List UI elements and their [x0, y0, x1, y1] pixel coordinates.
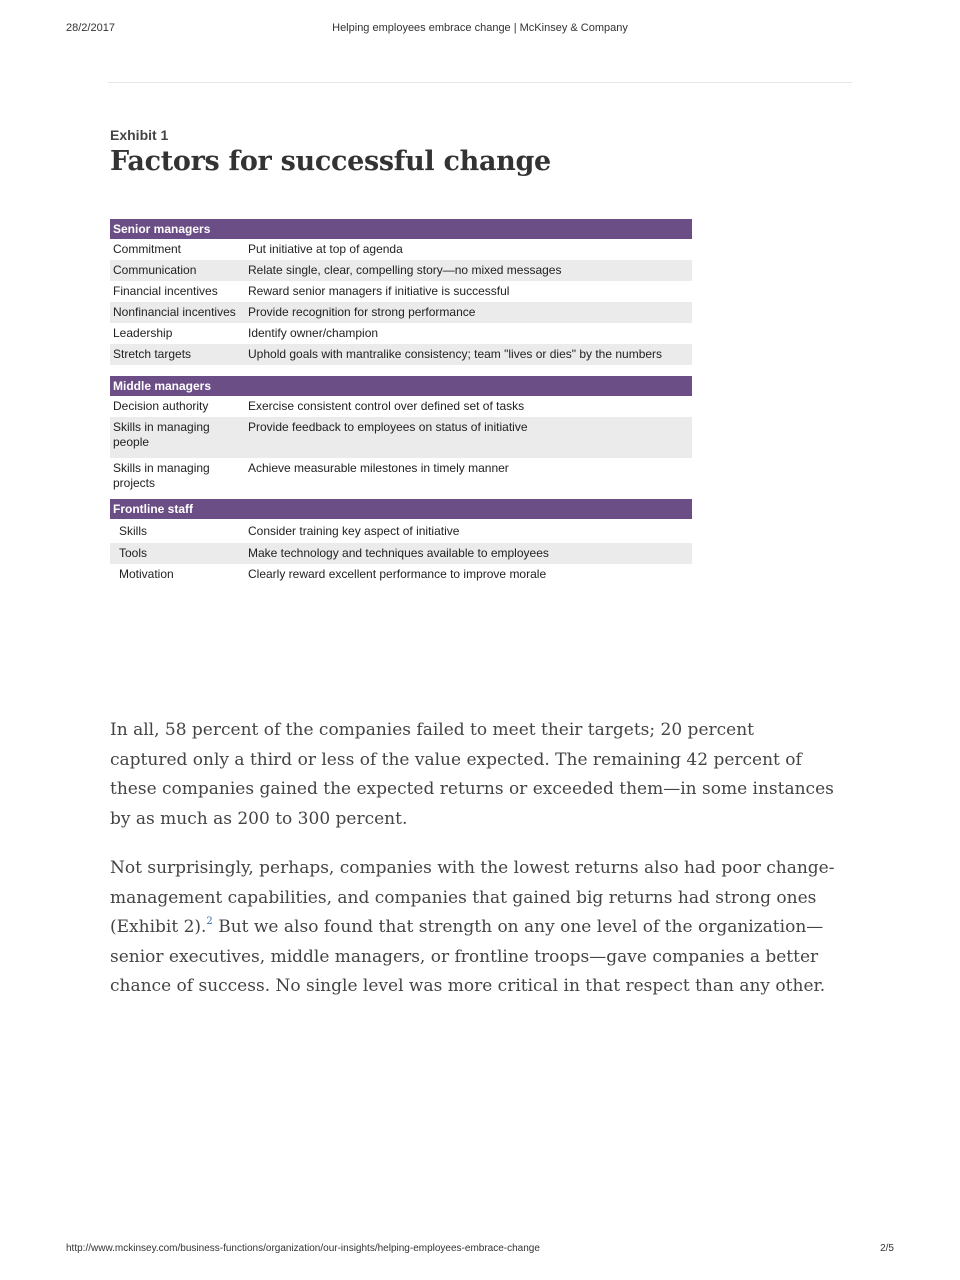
- print-footer: [66, 1243, 894, 1259]
- table-row: [110, 396, 692, 417]
- section-header-middle-managers: Middle managers: [110, 376, 692, 396]
- footnote-link[interactable]: 2: [206, 916, 213, 928]
- section-header-frontline-staff: Frontline staff: [110, 499, 692, 519]
- table-row: [110, 302, 692, 323]
- factor-description: Relate single, clear, compelling story—no mixed messages: [248, 263, 562, 277]
- frontline-rows: [110, 519, 692, 585]
- body-paragraph-1: In all, 58 percent of the companies failed to meet their targets; 20 percent captured only a third or less of the value expected. The remaining 42 percent of these companies gained the expected returns or exceeded them—in some instances by as much as 200 to 300 percent.: [110, 720, 834, 829]
- table-row: [110, 281, 692, 302]
- table-row: [110, 323, 692, 344]
- factor-description: Clearly reward excellent performance to improve morale: [248, 567, 547, 581]
- table-row: [110, 260, 692, 281]
- factor-description: Achieve measurable milestones in timely manner: [248, 461, 509, 475]
- factor-label: Communication: [113, 263, 197, 277]
- factor-label: Tools: [119, 546, 148, 560]
- section-header-senior-managers: Senior managers: [110, 219, 692, 239]
- factor-label: Skills in managing people: [113, 420, 210, 449]
- table-row: [110, 519, 692, 543]
- factor-description: Provide recognition for strong performance: [248, 305, 476, 319]
- body-paragraph-2: [110, 854, 835, 1002]
- factor-label: Leadership: [113, 326, 173, 340]
- table-row: [110, 417, 692, 458]
- factor-label: Decision authority: [113, 399, 209, 413]
- table-row: [110, 564, 692, 585]
- factor-label: Financial incentives: [113, 284, 218, 298]
- factor-description: Make technology and techniques available to employees: [248, 546, 549, 560]
- factor-label: Nonfinancial incentives: [113, 305, 236, 319]
- factor-description: Identify owner/champion: [248, 326, 379, 340]
- paragraph-text: Not surprisingly, perhaps, companies with the lowest returns also had poor change-management capabilities, and companies that gained big returns had strong ones (Exhibit 2).: [110, 858, 835, 938]
- section-gap: [110, 365, 692, 376]
- factor-description: Uphold goals with mantralike consistency; team "lives or dies" by the numbers: [248, 347, 663, 361]
- print-date: 28/2/2017: [66, 22, 115, 34]
- factors-table: [110, 219, 692, 585]
- print-page-title: Helping employees embrace change | McKinsey & Company: [332, 22, 628, 34]
- divider: [108, 82, 852, 83]
- factor-description: Reward senior managers if initiative is successful: [248, 284, 510, 298]
- paragraph-text: But we also found that strength on any one level of the organization—senior executives, middle managers, or frontline troops—gave companies a better chance of success. No single level was more critical in that respect than any other.: [110, 917, 826, 997]
- factor-description: Consider training key aspect of initiative: [248, 523, 460, 538]
- factor-label: Skills in managing projects: [113, 461, 210, 490]
- factor-description: Exercise consistent control over defined set of tasks: [248, 399, 525, 413]
- table-row: [110, 543, 692, 564]
- factor-label: Commitment: [113, 242, 182, 256]
- table-row: [110, 458, 692, 499]
- exhibit-label: Exhibit 1: [110, 127, 169, 143]
- exhibit-title: Factors for successful change: [110, 146, 551, 177]
- factor-label: Skills: [119, 523, 148, 538]
- page-url: http://www.mckinsey.com/business-functions/organization/our-insights/helping-employees-embrace-change: [66, 1243, 540, 1254]
- table-row: [110, 239, 692, 260]
- factor-description: Put initiative at top of agenda: [248, 242, 403, 256]
- factor-description: Provide feedback to employees on status of initiative: [248, 420, 528, 434]
- factor-label: Motivation: [119, 567, 174, 581]
- print-header: [66, 22, 894, 38]
- table-row: [110, 344, 692, 365]
- page-number: 2/5: [880, 1243, 894, 1254]
- factor-label: Stretch targets: [113, 347, 192, 361]
